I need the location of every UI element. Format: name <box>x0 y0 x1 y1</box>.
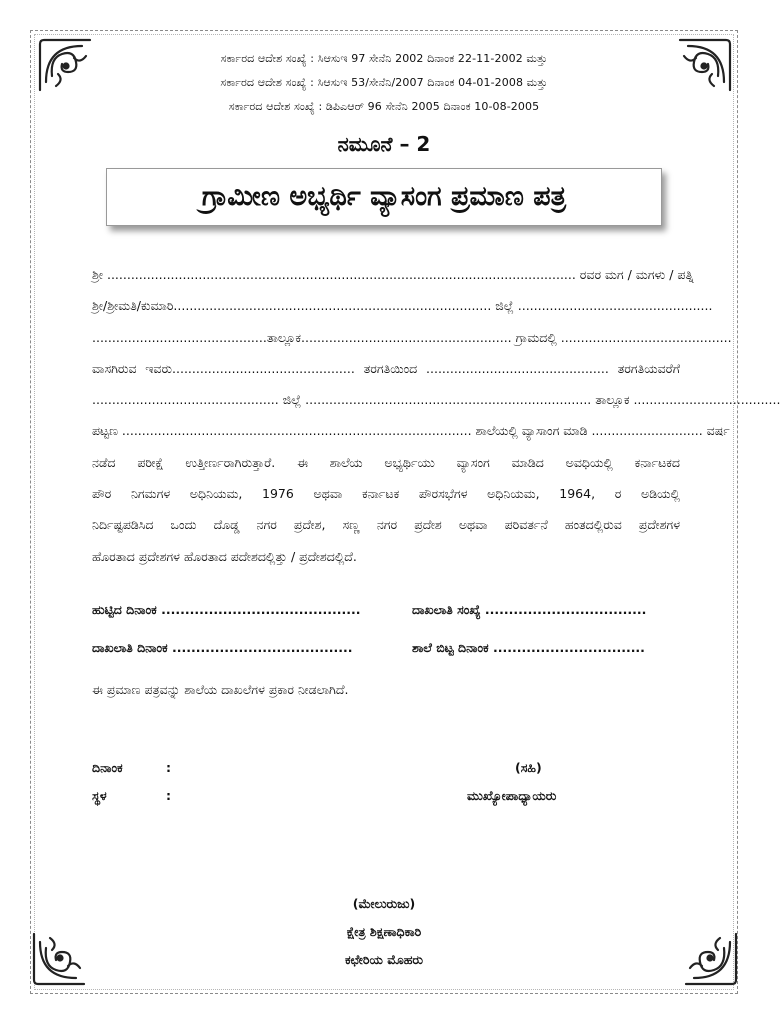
issue-statement: ಈ ಪ್ರಮಾಣ ಪತ್ರವನ್ನು ಶಾಲೆಯ ದಾಖಲೆಗಳ ಪ್ರಕಾರ ನೀಡಲಾಗಿದೆ. <box>92 682 349 697</box>
place-label: ಸ್ಥಳ <box>92 788 107 803</box>
signature-block <box>92 760 680 816</box>
date-colon: : <box>166 760 171 775</box>
countersign-label: (ಮೇಲುರುಜು) <box>352 896 416 911</box>
page-title: ಗ್ರಾಮೀಣ ಅಭ್ಯರ್ಥಿ ವ್ಯಾಸಂಗ ಪ್ರಮಾಣ ಪತ್ರ <box>201 181 567 212</box>
admission-date-field: ದಾಖಲಾತಿ ದಿನಾಂಕ ...................................... <box>92 640 353 655</box>
headmaster-label: ಮುಖ್ಯೋಪಾಧ್ಯಾಯರು <box>467 788 557 803</box>
signature-label: (ಸಹಿ) <box>515 760 542 775</box>
body-line: ನಡೆದ ಪರೀಕ್ಷೆ ಉತ್ತೀರ್ಣರಾಗಿರುತ್ತಾರೆ. ಈ ಶಾಲೆಯ ಅಭ್ಯರ್ಥಿಯು ವ್ಯಾಸಂಗ ಮಾಡಿದ ಅವಧಿಯಲ್ಲಿ ಕರ್ನಾಟಕದ <box>92 454 680 470</box>
government-order-line: ಸರ್ಕಾರದ ಆದೇಶ ಸಂಖ್ಯೆ : ಡಿಪಿಎಆರ್ 96 ಸೇನೆನಿ 2005 ದಿನಾಂಕ 10-08-2005 <box>228 100 540 113</box>
body-line: ವಾಸಗಿರುವ ಇವರು.............................................. ತರಗತಿಯಿಂದ .............................................. ತರಗತಿಯವರೆಗೆ <box>92 360 680 376</box>
body-line: ಹೊರತಾದ ಪ್ರದೇಶಗಳ ಹೊರತಾದ ಪದೇಶದಲ್ಲಿತ್ತು / ಪ್ರದೇಶದಲ್ಲಿದೆ. <box>92 548 357 564</box>
government-order-line: ಸರ್ಕಾರದ ಆದೇಶ ಸಂಖ್ಯೆ : ಸಿಆಸುಇ 97 ಸೇನೆನಿ 2002 ದಿನಾಂಕ 22-11-2002 ಮತ್ತು <box>220 52 548 65</box>
title-box <box>106 168 662 226</box>
officer-label: ಕ್ಷೇತ್ರ ಶಿಕ್ಷಣಾಧಿಕಾರಿ <box>346 924 422 939</box>
date-label: ದಿನಾಂಕ <box>92 760 123 775</box>
leaving-date-field: ಶಾಲೆ ಬಿಟ್ಟ ದಿನಾಂಕ ................................ <box>412 640 645 655</box>
body-line: ಶ್ರೀ ...................................................................................................................... ರವರ ಮಗ / ಮಗಳು / ಪತ್ನಿ <box>92 267 694 282</box>
record-fields <box>92 602 680 678</box>
government-order-line: ಸರ್ಕಾರದ ಆದೇಶ ಸಂಖ್ಯೆ : ಸಿಆಸುಇ 53/ಸೇನೆನಿ/2007 ದಿನಾಂಕ 04-01-2008 ಮತ್ತು <box>220 76 548 89</box>
body-line: ಶ್ರೀ/ಶ್ರೀಮತಿ/ಕುಮಾರಿ................................................................................ ಜಿಲ್ಲೆ ................................................. <box>92 298 713 314</box>
place-colon: : <box>166 788 171 803</box>
countersign-block <box>0 890 768 974</box>
body-line: ನಿರ್ದಿಷ್ಟಪಡಿಸಿದ ಒಂದು ದೊಡ್ಡ ನಗರ ಪ್ರದೇಶ, ಸಣ್ಣ ನಗರ ಪ್ರದೇಶ ಅಥವಾ ಪರಿವರ್ತನೆ ಹಂತದಲ್ಲಿರುವ ಪ್ರದೇಶಗಳ <box>92 517 680 533</box>
body-line: ಪೌರ ನಿಗಮಗಳ ಅಧಿನಿಯಮ, 1976 ಅಥವಾ ಕರ್ನಾಟಕ ಪೌರಸಭೆಗಳ ಅಧಿನಿಯಮ, 1964, ರ ಅಡಿಯಲ್ಲಿ <box>92 486 680 502</box>
body-line: ............................................... ಜಿಲ್ಲೆ ........................................................................ ತಾಲ್ಲೂಕ ..................................... <box>92 392 780 408</box>
certificate-body <box>92 266 780 579</box>
admission-number-field: ದಾಖಲಾತಿ ಸಂಖ್ಯೆ .................................. <box>412 602 647 617</box>
government-orders <box>0 47 768 119</box>
form-number: ನಮೂನೆ – 2 <box>337 132 431 156</box>
office-seal-label: ಕಛೇರಿಯ ಮೊಹರು <box>345 952 423 967</box>
body-line: ............................................ತಾಲ್ಲೂಕ..................................................... ಗ್ರಾಮದಲ್ಲಿ ........................................... <box>92 329 732 345</box>
body-line: ಪಟ್ಟಣ ........................................................................................ ಶಾಲೆಯಲ್ಲಿ ವ್ಯಾಸಾಂಗ ಮಾಡಿ ............................ ವರ್ಷ <box>92 423 730 439</box>
birth-date-field: ಹುಟ್ಟಿದ ದಿನಾಂಕ .......................................... <box>92 602 361 617</box>
